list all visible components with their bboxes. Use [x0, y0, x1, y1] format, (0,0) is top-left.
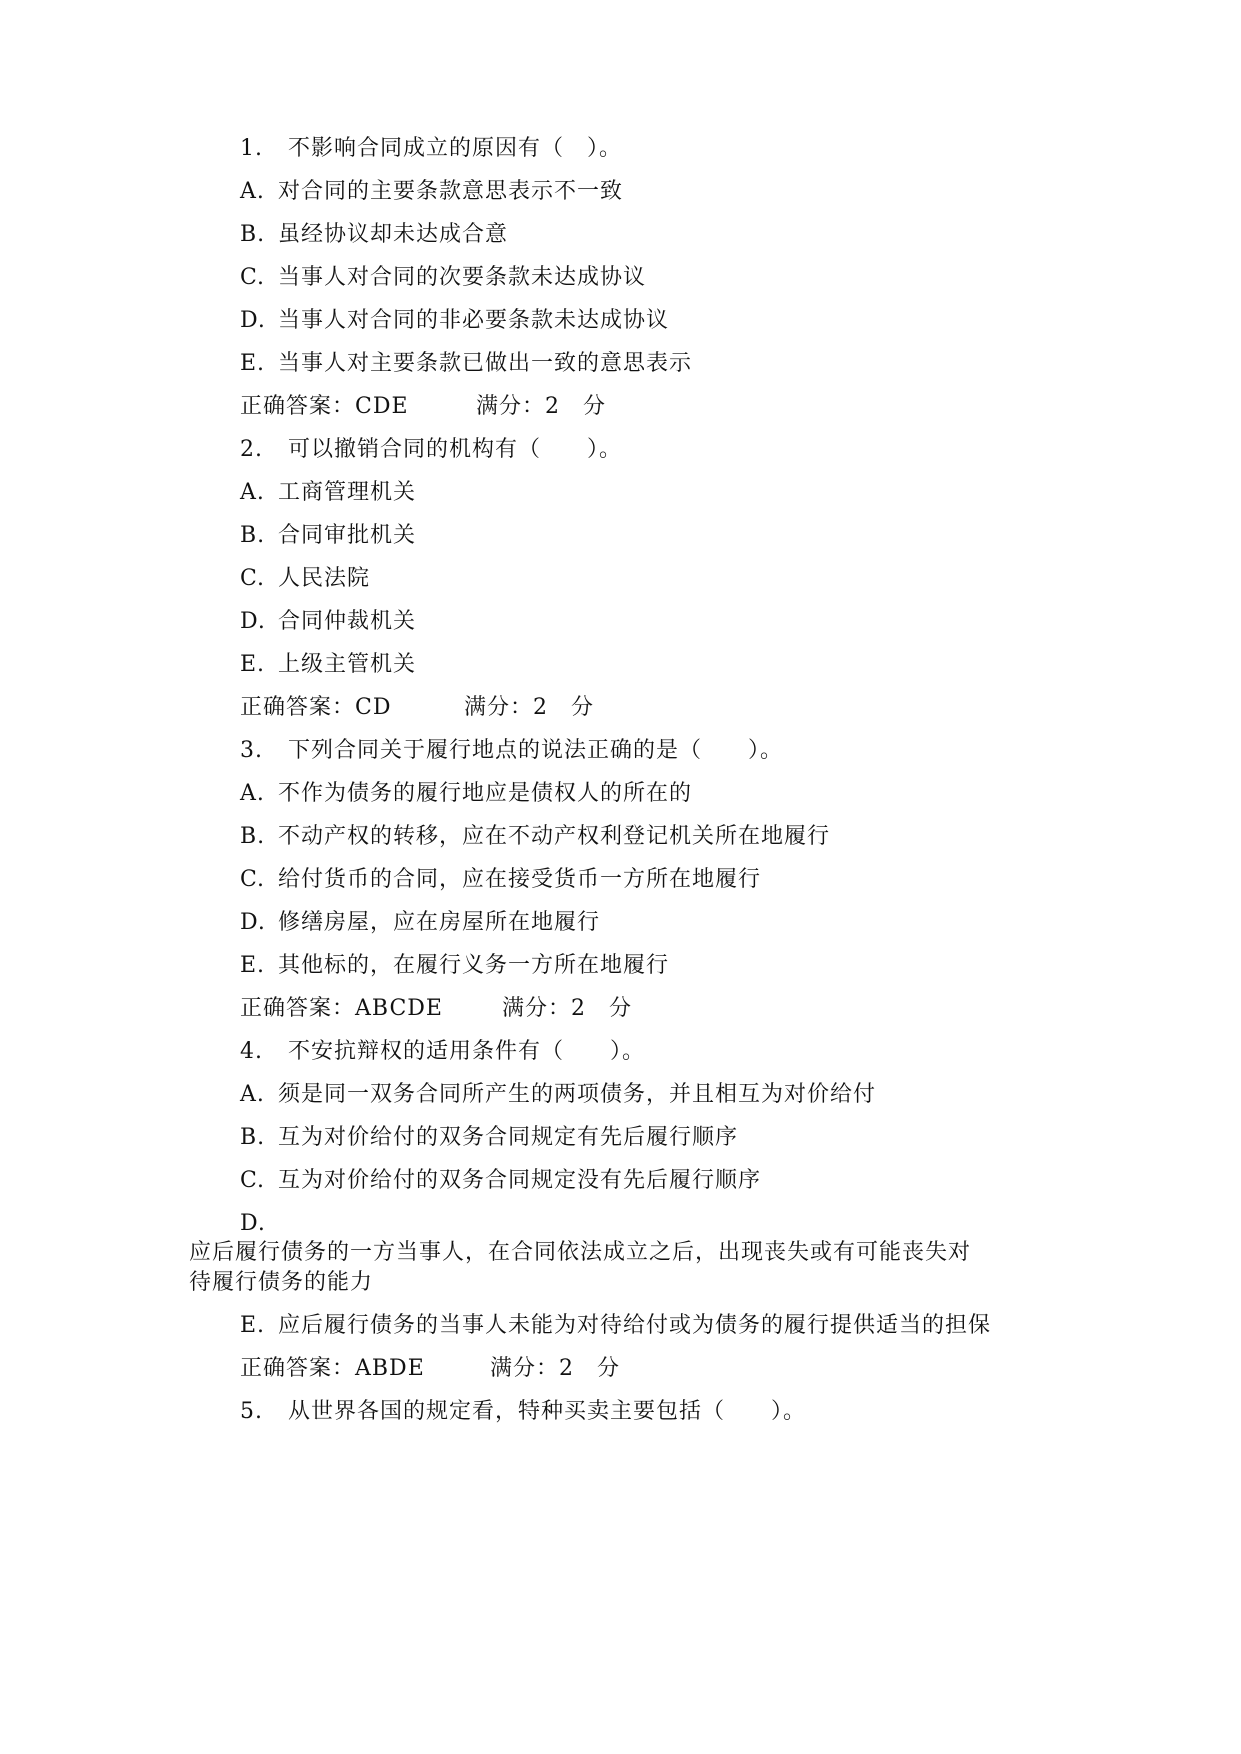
full-score: 满分：2 分 — [464, 695, 594, 720]
option-text-wrapped: 应后履行债务的一方当事人，在合同依法成立之后，出现丧失或有可能丧失对 — [189, 1240, 972, 1265]
option-text: 不动产权的转移，应在不动产权利登记机关所在地履行 — [278, 824, 831, 849]
option — [240, 177, 623, 207]
correct-answer: 正确答案：CD — [240, 695, 392, 720]
question-number: 5. — [240, 1399, 263, 1424]
option-text: 应后履行债务的当事人未能为对待给付或为债务的履行提供适当的担保 — [278, 1313, 992, 1338]
option — [240, 650, 416, 680]
option — [240, 1080, 876, 1110]
option — [240, 478, 416, 508]
option-text: 给付货币的合同，应在接受货币一方所在地履行 — [278, 867, 762, 892]
full-score: 满分：2 分 — [502, 996, 632, 1021]
option-text: 合同审批机关 — [278, 523, 417, 548]
correct-answer: 正确答案：ABDE — [240, 1356, 425, 1381]
option — [240, 908, 600, 938]
option — [240, 220, 508, 250]
option-text: 不作为债务的履行地应是债权人的所在的 — [278, 781, 693, 806]
option-text: 合同仲裁机关 — [278, 609, 417, 634]
option-letter: C. — [240, 265, 266, 290]
option — [240, 607, 416, 637]
question-text: 不安抗辩权的适用条件有（ ）。 — [288, 1039, 646, 1064]
option-text: 上级主管机关 — [278, 652, 417, 677]
question-text: 不影响合同成立的原因有（ ）。 — [288, 136, 623, 161]
option — [240, 306, 669, 336]
option-letter: A. — [240, 1082, 265, 1107]
option-text: 虽经协议却未达成合意 — [278, 222, 509, 247]
option-letter: B. — [240, 222, 266, 247]
option-text: 互为对价给付的双务合同规定有先后履行顺序 — [278, 1125, 739, 1150]
option — [240, 865, 761, 895]
question-stem — [240, 435, 622, 465]
option-text: 当事人对主要条款已做出一致的意思表示 — [278, 351, 693, 376]
full-score: 满分：2 分 — [476, 394, 606, 419]
option-letter: D. — [240, 1211, 266, 1236]
option-letter: E. — [240, 351, 266, 376]
option — [240, 521, 416, 551]
option — [240, 822, 830, 852]
option — [240, 779, 692, 809]
option-letter: C. — [240, 1168, 266, 1193]
option — [240, 1166, 761, 1196]
full-score: 满分：2 分 — [490, 1356, 620, 1381]
option-text: 修缮房屋，应在房屋所在地履行 — [278, 910, 601, 935]
question-stem — [240, 1037, 645, 1067]
option — [240, 1123, 738, 1153]
option — [240, 1209, 278, 1239]
option-letter: D. — [240, 609, 266, 634]
question-number: 4. — [240, 1039, 263, 1064]
question-text: 从世界各国的规定看，特种买卖主要包括（ ）。 — [288, 1399, 807, 1424]
option — [240, 564, 370, 594]
option-letter: C. — [240, 867, 266, 892]
answer-line — [240, 994, 632, 1024]
option-text: 互为对价给付的双务合同规定没有先后履行顺序 — [278, 1168, 762, 1193]
correct-answer: 正确答案：ABCDE — [240, 996, 443, 1021]
option-letter: B. — [240, 523, 266, 548]
option-letter: E. — [240, 1313, 266, 1338]
option-text: 当事人对合同的非必要条款未达成协议 — [278, 308, 670, 333]
option — [240, 263, 646, 293]
option — [240, 951, 669, 981]
answer-line — [240, 392, 606, 422]
question-stem — [240, 1397, 806, 1427]
option-letter: A. — [240, 179, 265, 204]
option-text: 工商管理机关 — [278, 480, 417, 505]
question-stem — [240, 736, 783, 766]
question-number: 2. — [240, 437, 263, 462]
question-number: 1. — [240, 136, 263, 161]
option-letter: D. — [240, 910, 266, 935]
question-number: 3. — [240, 738, 263, 763]
option-letter: B. — [240, 1125, 266, 1150]
correct-answer: 正确答案：CDE — [240, 394, 409, 419]
option-letter: A. — [240, 480, 265, 505]
option-text: 其他标的，在履行义务一方所在地履行 — [278, 953, 670, 978]
option-text: 人民法院 — [278, 566, 371, 591]
option-text: 当事人对合同的次要条款未达成协议 — [278, 265, 647, 290]
option-text-wrapped: 待履行债务的能力 — [189, 1270, 374, 1295]
option — [240, 1311, 991, 1341]
option-letter: A. — [240, 781, 265, 806]
answer-line — [240, 693, 594, 723]
question-text: 可以撤销合同的机构有（ ）。 — [288, 437, 623, 462]
answer-line — [240, 1354, 620, 1384]
option-text: 对合同的主要条款意思表示不一致 — [278, 179, 624, 204]
option-letter: E. — [240, 652, 266, 677]
option-letter: D. — [240, 308, 266, 333]
option-text: 须是同一双务合同所产生的两项债务，并且相互为对价给付 — [278, 1082, 877, 1107]
option-letter: B. — [240, 824, 266, 849]
option-letter: E. — [240, 953, 266, 978]
question-stem — [240, 134, 622, 164]
option — [240, 349, 692, 379]
option-letter: C. — [240, 566, 266, 591]
question-text: 下列合同关于履行地点的说法正确的是（ ）。 — [288, 738, 784, 763]
